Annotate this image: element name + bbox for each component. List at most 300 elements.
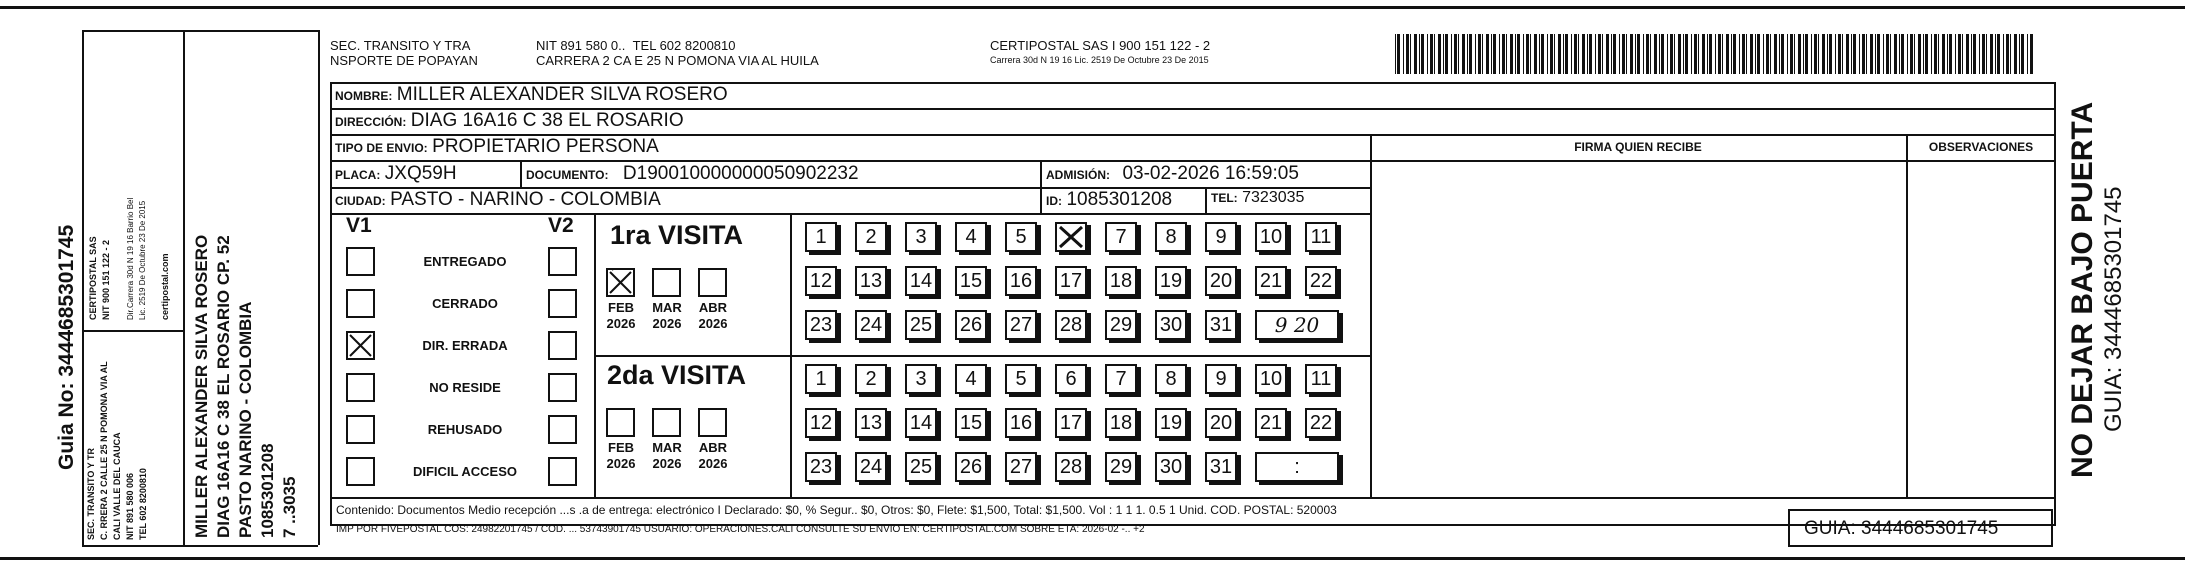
month-checkbox[interactable] xyxy=(698,408,727,437)
documento-value: D190010000000050902232 xyxy=(622,163,859,184)
day-box[interactable]: 28 xyxy=(1055,452,1087,482)
doc-col-divider xyxy=(520,160,522,187)
firma-label: FIRMA QUIEN RECIBE xyxy=(1574,140,1702,154)
status-option-label: REHUSADO xyxy=(427,422,503,437)
barcode-bar xyxy=(1838,34,1841,74)
right-guia: GUIA: 3444685301745 xyxy=(2100,186,2127,432)
barcode-bar xyxy=(1467,34,1468,74)
barcode-bar xyxy=(1458,34,1459,74)
status-option-label: NO RESIDE xyxy=(429,380,501,395)
barcode-bar xyxy=(2006,34,2009,74)
day-box[interactable]: 24 xyxy=(855,452,887,482)
month-checkbox[interactable] xyxy=(606,408,635,437)
day-box[interactable]: 5 xyxy=(1005,364,1037,394)
day-box[interactable]: 29 xyxy=(1105,310,1137,340)
barcode-bar xyxy=(1731,34,1732,74)
day-box[interactable]: 12 xyxy=(805,408,837,438)
barcode-bar xyxy=(1962,34,1963,74)
day-box[interactable]: 6 xyxy=(1055,364,1087,394)
barcode-bar xyxy=(1774,34,1777,74)
nombre-value: MILLER ALEXANDER SILVA ROSERO xyxy=(396,84,728,105)
barcode-bar xyxy=(1971,34,1972,74)
footer-guia: GUIA: 3444685301745 xyxy=(1804,518,1999,539)
barcode-bar xyxy=(1482,34,1483,74)
barcode-bar xyxy=(1925,34,1928,74)
barcode-bar xyxy=(1595,34,1596,74)
barcode-bar xyxy=(1395,34,1396,74)
left-strip-mid xyxy=(82,330,183,332)
barcode-bar xyxy=(1770,34,1771,74)
tipo-row xyxy=(335,136,659,158)
barcode-bar xyxy=(1914,34,1915,74)
day-box[interactable]: 4 xyxy=(955,222,987,252)
admision-cell xyxy=(1046,163,1299,185)
barcode-bar xyxy=(1643,34,1644,74)
barcode-bar xyxy=(1613,34,1616,74)
day-box[interactable]: 27 xyxy=(1005,452,1037,482)
direccion-value: DIAG 16A16 C 38 EL ROSARIO xyxy=(410,110,684,131)
day-box[interactable]: 16 xyxy=(1005,266,1037,296)
barcode-bar xyxy=(1611,34,1612,74)
checkmark-icon xyxy=(608,270,633,295)
barcode-bar xyxy=(1718,34,1721,74)
barcode-bar xyxy=(1510,34,1513,74)
day-box[interactable]: 15 xyxy=(955,408,987,438)
v2-checkbox[interactable] xyxy=(548,331,577,360)
barcode-bar xyxy=(1938,34,1939,74)
day-box[interactable]: 10 xyxy=(1255,222,1287,252)
time-placeholder: : xyxy=(1294,456,1300,478)
day-box[interactable]: 28 xyxy=(1055,310,1087,340)
v2-checkbox[interactable] xyxy=(548,289,577,318)
barcode-bar xyxy=(1827,34,1828,74)
barcode-bar xyxy=(1430,34,1433,74)
barcode-bar xyxy=(1955,34,1956,74)
barcode-bar xyxy=(1842,34,1843,74)
tel-value: 7323035 xyxy=(1242,189,1305,206)
first-visit-label: 1ra VISITA xyxy=(610,220,744,250)
barcode-bar xyxy=(1726,34,1729,74)
barcode-bar xyxy=(1870,34,1873,74)
barcode-bar xyxy=(1598,34,1601,74)
day-box[interactable]: 14 xyxy=(905,266,937,296)
row-divider-5 xyxy=(330,213,1370,215)
barcode-bar xyxy=(1709,34,1712,74)
barcode-bar xyxy=(1890,34,1891,74)
barcode-bar xyxy=(1979,34,1980,74)
barcode-bar xyxy=(1499,34,1500,74)
row-divider-6 xyxy=(330,497,2055,499)
admision-label: ADMISIÓN: xyxy=(1046,168,1110,182)
barcode-bar xyxy=(1691,34,1692,74)
barcode-bar xyxy=(1606,34,1609,74)
v1-checkbox[interactable] xyxy=(346,289,375,318)
barcode-bar xyxy=(1910,34,1913,74)
day-box[interactable]: 27 xyxy=(1005,310,1037,340)
barcode-bar xyxy=(1846,34,1849,74)
day-box[interactable]: 2 xyxy=(855,364,887,394)
barcode-bar xyxy=(1454,34,1457,74)
barcode-bar xyxy=(2021,34,2024,74)
barcode-bar xyxy=(1469,34,1472,74)
checkmark-icon xyxy=(1057,224,1085,250)
barcode-bar xyxy=(1835,34,1836,74)
footer-content: Contenido: Documentos Medio recepción ...s .a de entrega: electrónico I Declarado: $0, % Segur.. $0, Otros: $0, Flete: $1,500, Total: $1,500. Vol : 1 1 1. 0.5 1 Unid. COD. POSTAL: 520003 xyxy=(336,503,1337,517)
barcode-bar xyxy=(1502,34,1505,74)
barcode-bar xyxy=(1755,34,1756,74)
v2-label: V2 xyxy=(548,214,574,237)
footer-imp: IMP POR FIVEPOSTAL COS: 24982201745 / COD. ... 53743901745 USUARIO: OPERACIONES.CALI CONSULTE SU ENVIO EN: CERTIPOSTAL.COM SOBRE ETA: 2026-02 -.. +2 xyxy=(336,524,1145,535)
month-checkbox[interactable] xyxy=(652,268,681,297)
v1-checkbox[interactable] xyxy=(346,373,375,402)
barcode-bar xyxy=(1894,34,1897,74)
day-box[interactable]: 21 xyxy=(1255,408,1287,438)
year-label: 2026 xyxy=(698,316,728,331)
barcode-bar xyxy=(1419,34,1420,74)
v1-checkbox[interactable] xyxy=(346,331,375,360)
day-box[interactable]: 15 xyxy=(955,266,987,296)
barcode-bar xyxy=(1947,34,1948,74)
day-box[interactable]: 26 xyxy=(955,452,987,482)
barcode-bar xyxy=(1582,34,1585,74)
placa-value: JXQ59H xyxy=(384,163,457,184)
v2-checkbox[interactable] xyxy=(548,373,577,402)
day-box[interactable]: 13 xyxy=(855,408,887,438)
barcode-bar xyxy=(1973,34,1976,74)
obs-header-line xyxy=(1370,160,2056,162)
barcode-bar xyxy=(1406,34,1409,74)
direccion-label: DIRECCIÓN: xyxy=(335,115,407,129)
barcode-bar xyxy=(1434,34,1435,74)
barcode-bar xyxy=(1654,34,1657,74)
month-checkbox[interactable] xyxy=(606,268,635,297)
checkmark-icon xyxy=(348,333,373,358)
year-label: 2026 xyxy=(652,456,682,471)
day-box[interactable]: 18 xyxy=(1105,408,1137,438)
barcode-bar xyxy=(1659,34,1660,74)
barcode-bar xyxy=(1899,34,1900,74)
barcode-bar xyxy=(1787,34,1788,74)
day-box[interactable]: 21 xyxy=(1255,266,1287,296)
barcode-bar xyxy=(1650,34,1651,74)
row-divider-3 xyxy=(330,160,1370,162)
barcode-bar xyxy=(1534,34,1537,74)
barcode-bar xyxy=(2030,34,2033,74)
sender-contact-block xyxy=(536,38,819,68)
barcode-bar xyxy=(1619,34,1620,74)
sender-name: SEC. TRANSITO Y TRA xyxy=(330,38,471,53)
barcode-bar xyxy=(1523,34,1524,74)
day-box[interactable]: 17 xyxy=(1055,408,1087,438)
barcode-bar xyxy=(1853,34,1856,74)
barcode-bar xyxy=(1475,34,1476,74)
month-label: FEB xyxy=(608,300,634,315)
v1-checkbox[interactable] xyxy=(346,415,375,444)
barcode-bar xyxy=(1818,34,1819,74)
barcode-bar xyxy=(1438,34,1441,74)
day-box[interactable]: 19 xyxy=(1155,408,1187,438)
barcode-bar xyxy=(1798,34,1801,74)
day-box[interactable]: 1 xyxy=(805,222,837,252)
barcode-bar xyxy=(1550,34,1553,74)
barcode-bar xyxy=(1626,34,1627,74)
v2-checkbox[interactable] xyxy=(548,457,577,486)
barcode-bar xyxy=(1958,34,1961,74)
barcode-bar xyxy=(1779,34,1780,74)
status-option-label: ENTREGADO xyxy=(423,254,507,269)
barcode-bar xyxy=(1918,34,1921,74)
barcode-bar xyxy=(1790,34,1793,74)
tipo-value: PROPIETARIO PERSONA xyxy=(432,136,659,157)
barcode-bar xyxy=(1901,34,1904,74)
sender-address: CARRERA 2 CA E 25 N POMONA VIA AL HUILA xyxy=(536,53,819,68)
v2-checkbox[interactable] xyxy=(548,415,577,444)
barcode-bar xyxy=(1986,34,1987,74)
handwritten-note: 9 20 xyxy=(1274,313,1320,337)
barcode-bar xyxy=(1851,34,1852,74)
barcode-bar xyxy=(2027,34,2028,74)
day-box[interactable]: 9 xyxy=(1205,364,1237,394)
day-box[interactable]: 30 xyxy=(1155,452,1187,482)
barcode-bar xyxy=(1739,34,1740,74)
day-box[interactable]: 7 xyxy=(1105,222,1137,252)
day-box[interactable]: 2 xyxy=(855,222,887,252)
barcode-bar xyxy=(1637,34,1640,74)
barcode-bar xyxy=(1547,34,1548,74)
v2-checkbox[interactable] xyxy=(548,247,577,276)
barcode-bar xyxy=(1766,34,1769,74)
barcode-bar xyxy=(1622,34,1625,74)
barcode-bar xyxy=(1515,34,1516,74)
carrier-block xyxy=(990,38,1210,68)
barcode-bar xyxy=(1866,34,1867,74)
barcode-bar xyxy=(1670,34,1673,74)
barcode-bar xyxy=(1814,34,1817,74)
ciudad-label: CIUDAD: xyxy=(335,194,386,208)
status-option-label: DIR. ERRADA xyxy=(422,338,508,353)
sender-tel: TEL 602 8200810 xyxy=(632,38,736,53)
barcode-bar xyxy=(1733,34,1736,74)
documento-cell xyxy=(526,163,859,185)
left-strip-top xyxy=(82,30,318,32)
barcode-bar xyxy=(2003,34,2004,74)
day-box[interactable]: 14 xyxy=(905,408,937,438)
barcode-bar xyxy=(1563,34,1564,74)
barcode-bar xyxy=(1410,34,1411,74)
top-border xyxy=(0,6,2185,9)
barcode-bar xyxy=(1667,34,1668,74)
barcode-bar xyxy=(1722,34,1723,74)
barcode-bar xyxy=(1541,34,1544,74)
v1-checkbox[interactable] xyxy=(346,247,375,276)
tel-col-divider xyxy=(1205,187,1207,213)
no-dejar-warning: NO DEJAR BAJO PUERTA xyxy=(2066,101,2099,478)
carrier-name: CERTIPOSTAL SAS I 900 151 122 - 2 xyxy=(990,38,1211,53)
year-label: 2026 xyxy=(606,316,636,331)
barcode-bar xyxy=(1931,34,1932,74)
barcode-bar xyxy=(1554,34,1555,74)
second-visit-label: 2da VISITA xyxy=(607,360,747,390)
v1-checkbox[interactable] xyxy=(346,457,375,486)
nombre-row xyxy=(335,84,728,106)
month-label: ABR xyxy=(698,440,728,455)
left-strip-divider-2 xyxy=(183,30,185,545)
barcode-bar xyxy=(1539,34,1540,74)
month-label: MAR xyxy=(652,300,682,315)
barcode-bar xyxy=(1982,34,1985,74)
time-box[interactable] xyxy=(1255,452,1339,482)
month-checkbox[interactable] xyxy=(698,268,727,297)
barcode-bar xyxy=(1949,34,1952,74)
ciudad-cell xyxy=(335,189,661,211)
day-box[interactable]: 23 xyxy=(805,310,837,340)
barcode-bar xyxy=(1506,34,1507,74)
barcode-bar xyxy=(1942,34,1945,74)
day-box[interactable]: 31 xyxy=(1205,310,1237,340)
day-box[interactable]: 20 xyxy=(1205,408,1237,438)
sender-nit: NIT 891 580 0.. xyxy=(536,38,626,53)
barcode-bar xyxy=(1571,34,1572,74)
barcode-bar xyxy=(1403,34,1404,74)
barcode-bar xyxy=(1934,34,1937,74)
barcode-bar xyxy=(1862,34,1865,74)
month-checkbox[interactable] xyxy=(652,408,681,437)
barcode-bar xyxy=(1517,34,1520,74)
day-box[interactable]: 5 xyxy=(1005,222,1037,252)
day-box[interactable]: 7 xyxy=(1105,364,1137,394)
left-strip-bottom xyxy=(82,545,318,547)
barcode-bar xyxy=(1715,34,1716,74)
barcode xyxy=(1395,34,2035,74)
barcode-bar xyxy=(1685,34,1688,74)
day-box[interactable]: 8 xyxy=(1155,222,1187,252)
barcode-bar xyxy=(1707,34,1708,74)
obs-col-divider xyxy=(1906,134,1908,498)
handwritten-time-box[interactable] xyxy=(1255,310,1339,340)
day-box[interactable]: 25 xyxy=(905,452,937,482)
day-box[interactable]: 22 xyxy=(1305,266,1337,296)
placa-label: PLACA: xyxy=(335,168,381,182)
day-box[interactable]: 20 xyxy=(1205,266,1237,296)
barcode-bar xyxy=(1702,34,1705,74)
day-box[interactable]: 16 xyxy=(1005,408,1037,438)
sender-name-2: NSPORTE DE POPAYAN xyxy=(330,53,478,68)
day-box[interactable]: 31 xyxy=(1205,452,1237,482)
barcode-bar xyxy=(1781,34,1784,74)
observaciones-label: OBSERVACIONES xyxy=(1928,140,2034,154)
barcode-bar xyxy=(1526,34,1529,74)
left-strip-divider-3 xyxy=(318,30,320,545)
barcode-bar xyxy=(1674,34,1675,74)
bottom-border xyxy=(0,557,2185,560)
day-box[interactable]: 19 xyxy=(1155,266,1187,296)
day-box[interactable]: 30 xyxy=(1155,310,1187,340)
day-box[interactable]: 9 xyxy=(1205,222,1237,252)
barcode-bar xyxy=(1883,34,1884,74)
day-box[interactable]: 13 xyxy=(855,266,887,296)
barcode-bar xyxy=(1427,34,1428,74)
id-cell xyxy=(1046,189,1172,211)
day-box[interactable]: 18 xyxy=(1105,266,1137,296)
day-box[interactable]: 22 xyxy=(1305,408,1337,438)
admision-value: 03-02-2026 16:59:05 xyxy=(1122,163,1299,184)
barcode-bar xyxy=(1822,34,1825,74)
firma-col-divider xyxy=(1370,134,1372,498)
day-box[interactable] xyxy=(1055,222,1087,252)
barcode-bar xyxy=(1451,34,1452,74)
barcode-bar xyxy=(1875,34,1876,74)
day-box[interactable]: 1 xyxy=(805,364,837,394)
barcode-bar xyxy=(1990,34,1993,74)
barcode-bar xyxy=(1602,34,1603,74)
day-box[interactable]: 12 xyxy=(805,266,837,296)
day-box[interactable]: 8 xyxy=(1155,364,1187,394)
barcode-bar xyxy=(1877,34,1880,74)
day-box[interactable]: 29 xyxy=(1105,452,1137,482)
barcode-bar xyxy=(1421,34,1424,74)
id-label: ID: xyxy=(1046,194,1062,208)
day-box[interactable]: 23 xyxy=(805,452,837,482)
barcode-bar xyxy=(1886,34,1889,74)
barcode-bar xyxy=(1443,34,1444,74)
day-box[interactable]: 11 xyxy=(1305,222,1337,252)
tipo-label: TIPO DE ENVIO: xyxy=(335,141,428,155)
barcode-bar xyxy=(1923,34,1924,74)
barcode-bar xyxy=(1742,34,1745,74)
barcode-bar xyxy=(1630,34,1633,74)
barcode-bar xyxy=(1491,34,1492,74)
barcode-bar xyxy=(1995,34,1996,74)
month-label: FEB xyxy=(608,440,634,455)
barcode-bar xyxy=(1445,34,1448,74)
tel-cell xyxy=(1211,189,1304,207)
day-box[interactable]: 25 xyxy=(905,310,937,340)
day-box[interactable]: 4 xyxy=(955,364,987,394)
barcode-bar xyxy=(1794,34,1795,74)
sender-block xyxy=(330,38,478,68)
barcode-bar xyxy=(1578,34,1579,74)
barcode-bar xyxy=(1698,34,1699,74)
left-strip-divider-1 xyxy=(82,30,84,545)
day-box[interactable]: 11 xyxy=(1305,364,1337,394)
barcode-bar xyxy=(1462,34,1465,74)
day-box[interactable]: 17 xyxy=(1055,266,1087,296)
status-option-label: CERRADO xyxy=(432,296,498,311)
barcode-bar xyxy=(1803,34,1804,74)
barcode-bar xyxy=(1414,34,1417,74)
day-box[interactable]: 24 xyxy=(855,310,887,340)
day-box[interactable]: 26 xyxy=(955,310,987,340)
nombre-label: NOMBRE: xyxy=(335,89,393,103)
tel-label: TEL: xyxy=(1211,191,1238,205)
barcode-bar xyxy=(2019,34,2020,74)
barcode-bar xyxy=(1646,34,1649,74)
barcode-bar xyxy=(1859,34,1860,74)
status-option-label: DIFICIL ACCESO xyxy=(412,464,517,479)
barcode-bar xyxy=(1530,34,1531,74)
id-value: 1085301208 xyxy=(1066,189,1173,210)
month-label: MAR xyxy=(652,440,682,455)
barcode-bar xyxy=(1574,34,1577,74)
barcode-bar xyxy=(1746,34,1747,74)
carrier-license: Carrera 30d N 19 16 Lic. 2519 De Octubre 23 De 2015 xyxy=(990,55,1209,65)
day-box[interactable]: 10 xyxy=(1255,364,1287,394)
guia-number-vertical: Guia No: 3444685301745 xyxy=(55,224,78,470)
day-box[interactable]: 3 xyxy=(905,222,937,252)
barcode-bar xyxy=(1805,34,1808,74)
barcode-bar xyxy=(1997,34,2000,74)
day-box[interactable]: 3 xyxy=(905,364,937,394)
